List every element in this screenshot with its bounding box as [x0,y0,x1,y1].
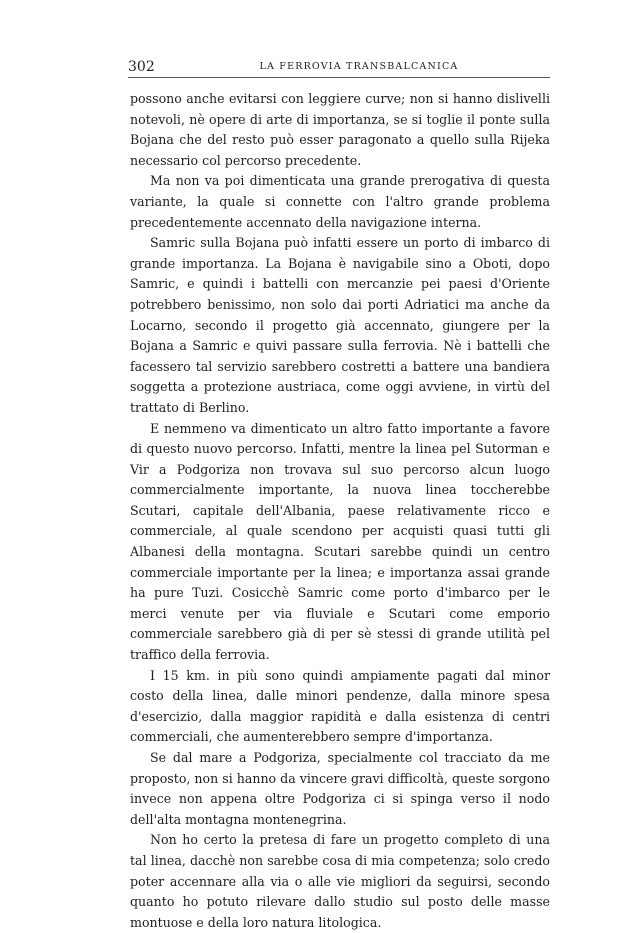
paragraph: I 15 km. in più sono quindi ampiamente pagati dal minor costo della linea, dalle minori pendenze, dalla minore spesa d'esercizio, dalla maggior rapidità e dalla esistenza di centri commerciali, che aumenterebbero sempre d'importanza. [130,667,550,745]
paragraph: Se dal mare a Podgoriza, specialmente col tracciato da me proposto, non si hanno da vincere gravi difficoltà, queste sorgono invece non appena oltre Podgoriza ci si spinga verso il nodo dell'alta montagna montenegrina. [130,750,551,827]
paragraph: E nemmeno va dimenticato un altro fatto importante a favore di questo nuovo percorso. Infatti, mentre la linea pel Sutorman e Vir a Podgoriza non trovava sul suo percorso alcun luogo commercialmente importante, la nuova linea toccherebbe Scutari, capitale dell'Albania, paese relativamente ricco e commerciale, al quale scendono per acquisti quasi tutti gli Albanesi della montagna. Scutari sarebbe quindi un centro commerciale importante per la linea; e importanza assai grande ha pure Tuzi. Cosicchè Samric come porto d'imbarco per le merci venute per via fluviale e Scutari come emporio commerciale sarebbero già di per sè stessi di grande utilità pel traffico della ferrovia. [130,420,550,663]
running-title: LA FERROVIA TRANSBALCANICA [259,61,459,72]
paragraph: Samric sulla Bojana può infatti essere un porto di imbarco di grande importanza. La Bojana è navigabile sino a Oboti, dopo Samric, e quindi i battelli con mercanzie pei paesi d'Oriente potrebbero benissimo, non solo dai porti Adriatici ma anche da Locarno, secondo il progetto già accennato, giungere per la Bojana a Samric e quivi passare sulla ferrovia. Nè i battelli che facessero tal servizio sarebbero costretti a battere una bandiera soggetta a protezione austriaca, come oggi avviene, in virtù del trattato di Berlino. [130,235,550,415]
page-number: 302 [128,59,155,75]
body-text [130,89,550,933]
header-rule [128,77,550,78]
paragraph-continued: possono anche evitarsi con leggiere curve; non si hanno dislivelli notevoli, nè opere di arte di importanza, se si toglie il ponte sulla Bojana che del resto può esser paragonato a quello sulla Rijeka necessario col percorso precedente. [130,91,550,168]
paragraph: Non ho certo la pretesa di fare un progetto completo di una tal linea, dacchè non sarebbe cosa di mia competenza; solo credo poter accennare alla via o alle vie migliori da seguirsi, secondo quanto ho potuto rilevare dallo studio sul posto delle masse montuose e della loro natura litologica. [130,832,550,930]
page-header [128,58,550,76]
paragraph: Ma non va poi dimenticata una grande prerogativa di questa variante, la quale si connette con l'altro grande problema precedentemente accennato della navigazione interna. [130,173,550,230]
